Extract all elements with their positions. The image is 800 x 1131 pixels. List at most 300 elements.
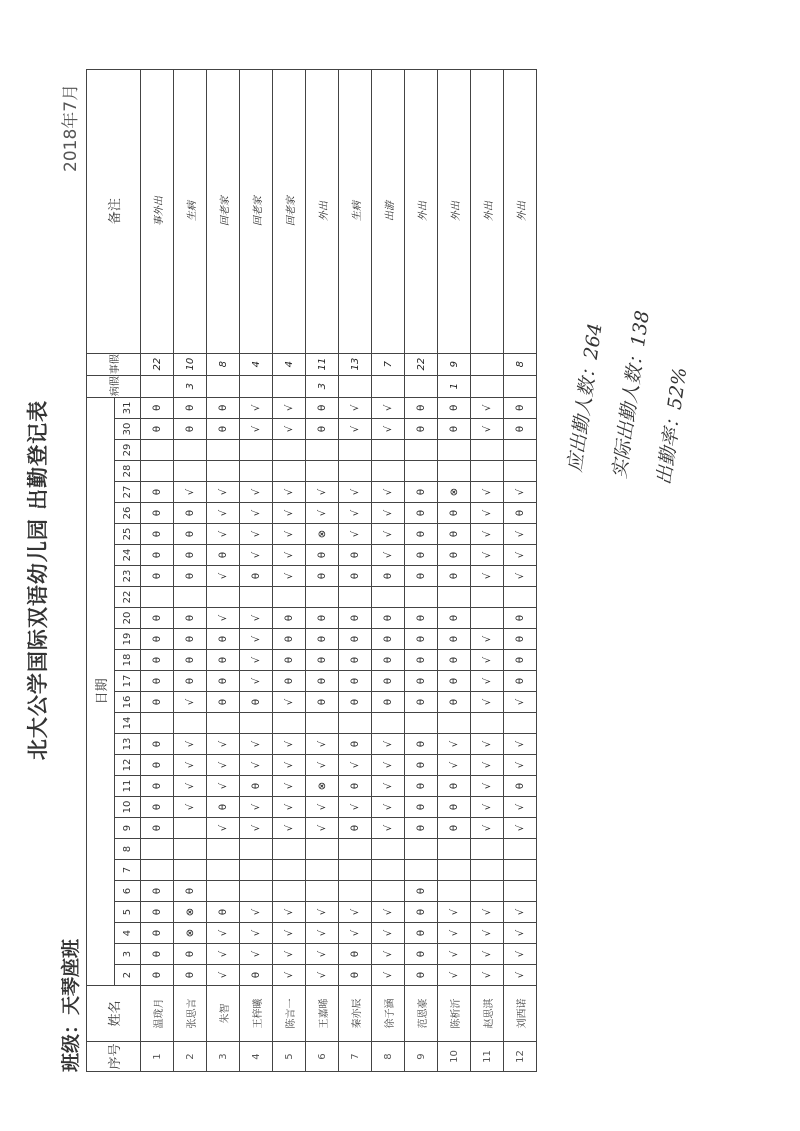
- sheet-title: 北大公学国际双语幼儿园 出勤登记表: [26, 399, 50, 761]
- attendance-mark: √: [471, 755, 504, 776]
- attendance-mark: θ: [174, 965, 207, 986]
- attendance-mark: [438, 713, 471, 734]
- attendance-mark: θ: [306, 650, 339, 671]
- attendance-mark: √: [438, 902, 471, 923]
- attendance-mark: √: [471, 923, 504, 944]
- attendance-mark: θ: [207, 650, 240, 671]
- attendance-mark: θ: [141, 503, 174, 524]
- personal-days: 22: [141, 353, 174, 375]
- attendance-mark: θ: [174, 881, 207, 902]
- attendance-mark: √: [504, 524, 537, 545]
- table-row: [174, 69, 207, 1071]
- attendance-mark: √: [372, 524, 405, 545]
- attendance-mark: ⊗: [306, 776, 339, 797]
- row-name: 陈析沂: [438, 986, 471, 1042]
- personal-days: 8: [504, 353, 537, 375]
- attendance-mark: [438, 860, 471, 881]
- table-row: [240, 69, 273, 1071]
- attendance-mark: [240, 713, 273, 734]
- attendance-mark: [372, 839, 405, 860]
- header-remark: 备注: [87, 69, 141, 353]
- attendance-mark: [141, 839, 174, 860]
- personal-days: 7: [372, 353, 405, 375]
- attendance-mark: θ: [240, 692, 273, 713]
- attendance-mark: √: [273, 692, 306, 713]
- attendance-mark: √: [306, 923, 339, 944]
- attendance-mark: θ: [405, 566, 438, 587]
- attendance-mark: θ: [405, 902, 438, 923]
- remark: 回老家: [207, 69, 240, 353]
- attendance-mark: √: [471, 692, 504, 713]
- row-seq: 10: [438, 1042, 471, 1072]
- attendance-mark: θ: [174, 566, 207, 587]
- attendance-mark: [273, 713, 306, 734]
- attendance-mark: √: [372, 776, 405, 797]
- row-name: 秦亦辰: [339, 986, 372, 1042]
- attendance-mark: [141, 713, 174, 734]
- attendance-mark: θ: [306, 692, 339, 713]
- attendance-mark: [306, 839, 339, 860]
- remark: 生病: [339, 69, 372, 353]
- remark: 生病: [174, 69, 207, 353]
- attendance-mark: [339, 860, 372, 881]
- attendance-mark: [174, 461, 207, 482]
- attendance-mark: √: [273, 482, 306, 503]
- attendance-mark: √: [240, 629, 273, 650]
- attendance-mark: θ: [306, 671, 339, 692]
- attendance-mark: θ: [141, 923, 174, 944]
- table-row: [405, 69, 438, 1071]
- attendance-mark: θ: [174, 944, 207, 965]
- attendance-mark: θ: [504, 629, 537, 650]
- attendance-mark: [306, 587, 339, 608]
- header-day: 7: [115, 860, 141, 881]
- personal-days: 9: [438, 353, 471, 375]
- row-name: 朱智: [207, 986, 240, 1042]
- table-row: [504, 69, 537, 1071]
- attendance-mark: θ: [207, 629, 240, 650]
- attendance-mark: θ: [141, 944, 174, 965]
- attendance-mark: √: [240, 671, 273, 692]
- attendance-mark: θ: [141, 629, 174, 650]
- header-day: 16: [115, 692, 141, 713]
- attendance-mark: θ: [207, 902, 240, 923]
- attendance-mark: [207, 860, 240, 881]
- attendance-mark: √: [306, 503, 339, 524]
- table-row: [306, 69, 339, 1071]
- sick-days: 3: [174, 375, 207, 397]
- attendance-mark: θ: [405, 776, 438, 797]
- attendance-mark: √: [471, 734, 504, 755]
- attendance-mark: θ: [438, 503, 471, 524]
- attendance-mark: √: [339, 755, 372, 776]
- attendance-mark: θ: [405, 965, 438, 986]
- attendance-mark: [372, 860, 405, 881]
- attendance-mark: √: [471, 650, 504, 671]
- attendance-mark: θ: [372, 608, 405, 629]
- sick-days: [207, 375, 240, 397]
- attendance-mark: [405, 461, 438, 482]
- attendance-mark: √: [207, 566, 240, 587]
- attendance-mark: [405, 839, 438, 860]
- attendance-mark: [372, 440, 405, 461]
- attendance-mark: [141, 461, 174, 482]
- attendance-mark: √: [240, 419, 273, 440]
- attendance-mark: θ: [504, 503, 537, 524]
- attendance-mark: θ: [405, 671, 438, 692]
- attendance-mark: θ: [372, 566, 405, 587]
- attendance-mark: [174, 860, 207, 881]
- attendance-mark: √: [372, 902, 405, 923]
- remark: 外出: [471, 69, 504, 353]
- attendance-mark: ⊗: [174, 902, 207, 923]
- attendance-mark: θ: [273, 608, 306, 629]
- attendance-mark: θ: [438, 397, 471, 418]
- row-seq: 6: [306, 1042, 339, 1072]
- attendance-mark: √: [240, 944, 273, 965]
- attendance-mark: [339, 440, 372, 461]
- attendance-mark: [240, 587, 273, 608]
- header-day: 12: [115, 755, 141, 776]
- attendance-mark: [438, 881, 471, 902]
- attendance-mark: θ: [174, 419, 207, 440]
- attendance-mark: [405, 713, 438, 734]
- attendance-mark: √: [273, 797, 306, 818]
- attendance-mark: √: [504, 482, 537, 503]
- attendance-mark: θ: [207, 545, 240, 566]
- attendance-mark: √: [471, 776, 504, 797]
- attendance-mark: θ: [141, 881, 174, 902]
- attendance-mark: √: [273, 818, 306, 839]
- row-name: 刘西诺: [504, 986, 537, 1042]
- attendance-mark: θ: [405, 503, 438, 524]
- header-day: 9: [115, 818, 141, 839]
- attendance-mark: [339, 713, 372, 734]
- attendance-mark: √: [372, 755, 405, 776]
- attendance-mark: √: [240, 923, 273, 944]
- attendance-mark: √: [207, 482, 240, 503]
- row-seq: 7: [339, 1042, 372, 1072]
- attendance-mark: θ: [405, 608, 438, 629]
- attendance-mark: [405, 587, 438, 608]
- attendance-mark: [471, 608, 504, 629]
- attendance-mark: θ: [438, 629, 471, 650]
- attendance-mark: √: [240, 608, 273, 629]
- attendance-mark: θ: [405, 629, 438, 650]
- attendance-mark: θ: [240, 776, 273, 797]
- attendance-mark: √: [240, 650, 273, 671]
- header-day: 18: [115, 650, 141, 671]
- attendance-mark: √: [471, 944, 504, 965]
- attendance-mark: √: [438, 734, 471, 755]
- attendance-mark: θ: [372, 650, 405, 671]
- header-day: 23: [115, 566, 141, 587]
- personal-days: 8: [207, 353, 240, 375]
- header-day: 8: [115, 839, 141, 860]
- header-day: 26: [115, 503, 141, 524]
- attendance-mark: θ: [240, 566, 273, 587]
- attendance-mark: [141, 440, 174, 461]
- attendance-mark: √: [174, 776, 207, 797]
- attendance-mark: θ: [174, 671, 207, 692]
- header-seq: 序号: [87, 1042, 141, 1072]
- attendance-mark: θ: [438, 608, 471, 629]
- attendance-mark: √: [471, 482, 504, 503]
- attendance-mark: √: [339, 902, 372, 923]
- attendance-mark: [240, 860, 273, 881]
- attendance-mark: θ: [141, 776, 174, 797]
- attendance-mark: θ: [438, 671, 471, 692]
- attendance-rate: 出勤率：52%: [653, 365, 692, 487]
- attendance-mark: √: [207, 923, 240, 944]
- row-seq: 4: [240, 1042, 273, 1072]
- attendance-mark: √: [273, 503, 306, 524]
- personal-days: 4: [240, 353, 273, 375]
- attendance-mark: √: [504, 734, 537, 755]
- row-seq: 1: [141, 1042, 174, 1072]
- attendance-mark: [306, 440, 339, 461]
- attendance-mark: √: [471, 566, 504, 587]
- attendance-mark: θ: [306, 397, 339, 418]
- attendance-mark: θ: [141, 965, 174, 986]
- row-name: 张思言: [174, 986, 207, 1042]
- attendance-mark: √: [273, 524, 306, 545]
- attendance-mark: [405, 860, 438, 881]
- table-row: [339, 69, 372, 1071]
- attendance-mark: [339, 881, 372, 902]
- attendance-mark: √: [207, 776, 240, 797]
- attendance-mark: θ: [141, 397, 174, 418]
- attendance-mark: √: [471, 629, 504, 650]
- attendance-mark: θ: [141, 524, 174, 545]
- attendance-mark: [372, 713, 405, 734]
- attendance-mark: √: [174, 692, 207, 713]
- attendance-mark: √: [240, 818, 273, 839]
- attendance-mark: √: [471, 965, 504, 986]
- attendance-mark: θ: [405, 545, 438, 566]
- attendance-mark: [471, 881, 504, 902]
- attendance-mark: θ: [405, 692, 438, 713]
- row-name: 王嘉晞: [306, 986, 339, 1042]
- attendance-mark: √: [306, 482, 339, 503]
- attendance-mark: θ: [339, 545, 372, 566]
- attendance-mark: [372, 587, 405, 608]
- header-day: 5: [115, 902, 141, 923]
- attendance-mark: θ: [438, 776, 471, 797]
- attendance-mark: θ: [405, 482, 438, 503]
- attendance-mark: θ: [405, 734, 438, 755]
- attendance-mark: [372, 881, 405, 902]
- attendance-mark: θ: [141, 818, 174, 839]
- attendance-mark: √: [471, 902, 504, 923]
- attendance-mark: √: [339, 524, 372, 545]
- attendance-mark: √: [471, 818, 504, 839]
- attendance-mark: [438, 440, 471, 461]
- attendance-mark: θ: [405, 797, 438, 818]
- attendance-mark: √: [504, 566, 537, 587]
- attendance-mark: √: [372, 397, 405, 418]
- attendance-mark: [504, 713, 537, 734]
- attendance-mark: [471, 860, 504, 881]
- attendance-mark: θ: [504, 397, 537, 418]
- attendance-mark: θ: [372, 629, 405, 650]
- remark: 回老家: [240, 69, 273, 353]
- attendance-mark: θ: [504, 650, 537, 671]
- attendance-mark: √: [471, 524, 504, 545]
- attendance-mark: [207, 461, 240, 482]
- attendance-mark: θ: [438, 650, 471, 671]
- header-date-group: 日期: [87, 397, 115, 985]
- attendance-mark: [471, 839, 504, 860]
- attendance-mark: θ: [174, 397, 207, 418]
- attendance-mark: √: [504, 755, 537, 776]
- attendance-mark: θ: [339, 650, 372, 671]
- attendance-mark: θ: [207, 419, 240, 440]
- header-day: 27: [115, 482, 141, 503]
- attendance-mark: √: [240, 503, 273, 524]
- attendance-mark: √: [438, 944, 471, 965]
- row-seq: 9: [405, 1042, 438, 1072]
- attendance-mark: θ: [240, 965, 273, 986]
- header-day: 30: [115, 419, 141, 440]
- attendance-mark: [207, 587, 240, 608]
- attendance-mark: √: [273, 944, 306, 965]
- attendance-mark: [471, 440, 504, 461]
- attendance-mark: θ: [174, 545, 207, 566]
- actual-attendance: 实际出勤人数：138: [608, 309, 654, 480]
- attendance-mark: √: [306, 818, 339, 839]
- row-seq: 5: [273, 1042, 306, 1072]
- attendance-mark: √: [339, 797, 372, 818]
- row-name: 范恩豪: [405, 986, 438, 1042]
- attendance-mark: [471, 713, 504, 734]
- attendance-mark: √: [438, 923, 471, 944]
- attendance-mark: [273, 860, 306, 881]
- header-personal-leave: 事假: [87, 353, 141, 375]
- attendance-mark: √: [372, 944, 405, 965]
- header-day: 14: [115, 713, 141, 734]
- attendance-mark: √: [207, 818, 240, 839]
- attendance-mark: √: [240, 755, 273, 776]
- sick-days: [141, 375, 174, 397]
- attendance-mark: √: [372, 923, 405, 944]
- attendance-mark: θ: [405, 419, 438, 440]
- personal-days: [471, 353, 504, 375]
- attendance-mark: √: [471, 397, 504, 418]
- attendance-mark: [240, 839, 273, 860]
- attendance-mark: √: [339, 923, 372, 944]
- attendance-mark: θ: [306, 419, 339, 440]
- remark: 出游: [372, 69, 405, 353]
- row-name: 赵思淇: [471, 986, 504, 1042]
- attendance-mark: θ: [438, 818, 471, 839]
- attendance-mark: √: [207, 965, 240, 986]
- attendance-mark: [405, 440, 438, 461]
- attendance-table: [86, 69, 537, 1072]
- attendance-mark: θ: [339, 965, 372, 986]
- attendance-mark: √: [471, 545, 504, 566]
- attendance-mark: θ: [141, 692, 174, 713]
- remark: 事外出: [141, 69, 174, 353]
- header-day: 31: [115, 397, 141, 418]
- attendance-mark: θ: [141, 419, 174, 440]
- attendance-mark: [174, 713, 207, 734]
- row-name: 王梓曦: [240, 986, 273, 1042]
- attendance-mark: [273, 881, 306, 902]
- attendance-mark: [273, 461, 306, 482]
- attendance-mark: [273, 587, 306, 608]
- attendance-mark: √: [504, 944, 537, 965]
- attendance-mark: θ: [372, 671, 405, 692]
- header-day: 17: [115, 671, 141, 692]
- attendance-mark: [438, 587, 471, 608]
- attendance-mark: √: [306, 902, 339, 923]
- attendance-mark: √: [372, 503, 405, 524]
- attendance-mark: [207, 839, 240, 860]
- row-seq: 8: [372, 1042, 405, 1072]
- attendance-mark: θ: [141, 734, 174, 755]
- sick-days: [339, 375, 372, 397]
- attendance-mark: [207, 881, 240, 902]
- attendance-mark: √: [273, 734, 306, 755]
- attendance-mark: √: [372, 965, 405, 986]
- attendance-mark: θ: [273, 650, 306, 671]
- attendance-mark: θ: [174, 524, 207, 545]
- attendance-mark: θ: [141, 755, 174, 776]
- attendance-mark: [504, 839, 537, 860]
- attendance-mark: [504, 860, 537, 881]
- personal-days: 22: [405, 353, 438, 375]
- header-day: 28: [115, 461, 141, 482]
- attendance-mark: [339, 839, 372, 860]
- class-label: 班级：天琴座班: [60, 938, 82, 1072]
- attendance-mark: θ: [339, 566, 372, 587]
- attendance-mark: √: [273, 923, 306, 944]
- attendance-mark: [141, 587, 174, 608]
- attendance-mark: √: [240, 545, 273, 566]
- attendance-mark: √: [207, 524, 240, 545]
- attendance-mark: √: [471, 503, 504, 524]
- attendance-mark: √: [504, 818, 537, 839]
- header-name: 姓名: [87, 986, 141, 1042]
- attendance-mark: θ: [306, 545, 339, 566]
- header-day: 20: [115, 608, 141, 629]
- attendance-mark: θ: [372, 692, 405, 713]
- attendance-mark: [207, 440, 240, 461]
- attendance-mark: [471, 587, 504, 608]
- attendance-mark: √: [240, 524, 273, 545]
- attendance-mark: θ: [438, 419, 471, 440]
- attendance-mark: [504, 587, 537, 608]
- personal-days: 4: [273, 353, 306, 375]
- attendance-mark: θ: [405, 755, 438, 776]
- attendance-mark: θ: [306, 566, 339, 587]
- attendance-mark: θ: [141, 797, 174, 818]
- header-day: 4: [115, 923, 141, 944]
- header-day: 22: [115, 587, 141, 608]
- attendance-mark: √: [207, 608, 240, 629]
- attendance-mark: √: [504, 797, 537, 818]
- row-seq: 3: [207, 1042, 240, 1072]
- attendance-mark: [306, 860, 339, 881]
- attendance-mark: √: [504, 902, 537, 923]
- sick-days: [372, 375, 405, 397]
- attendance-mark: [174, 440, 207, 461]
- attendance-mark: θ: [405, 524, 438, 545]
- header-day: 24: [115, 545, 141, 566]
- attendance-mark: θ: [207, 797, 240, 818]
- attendance-mark: θ: [438, 545, 471, 566]
